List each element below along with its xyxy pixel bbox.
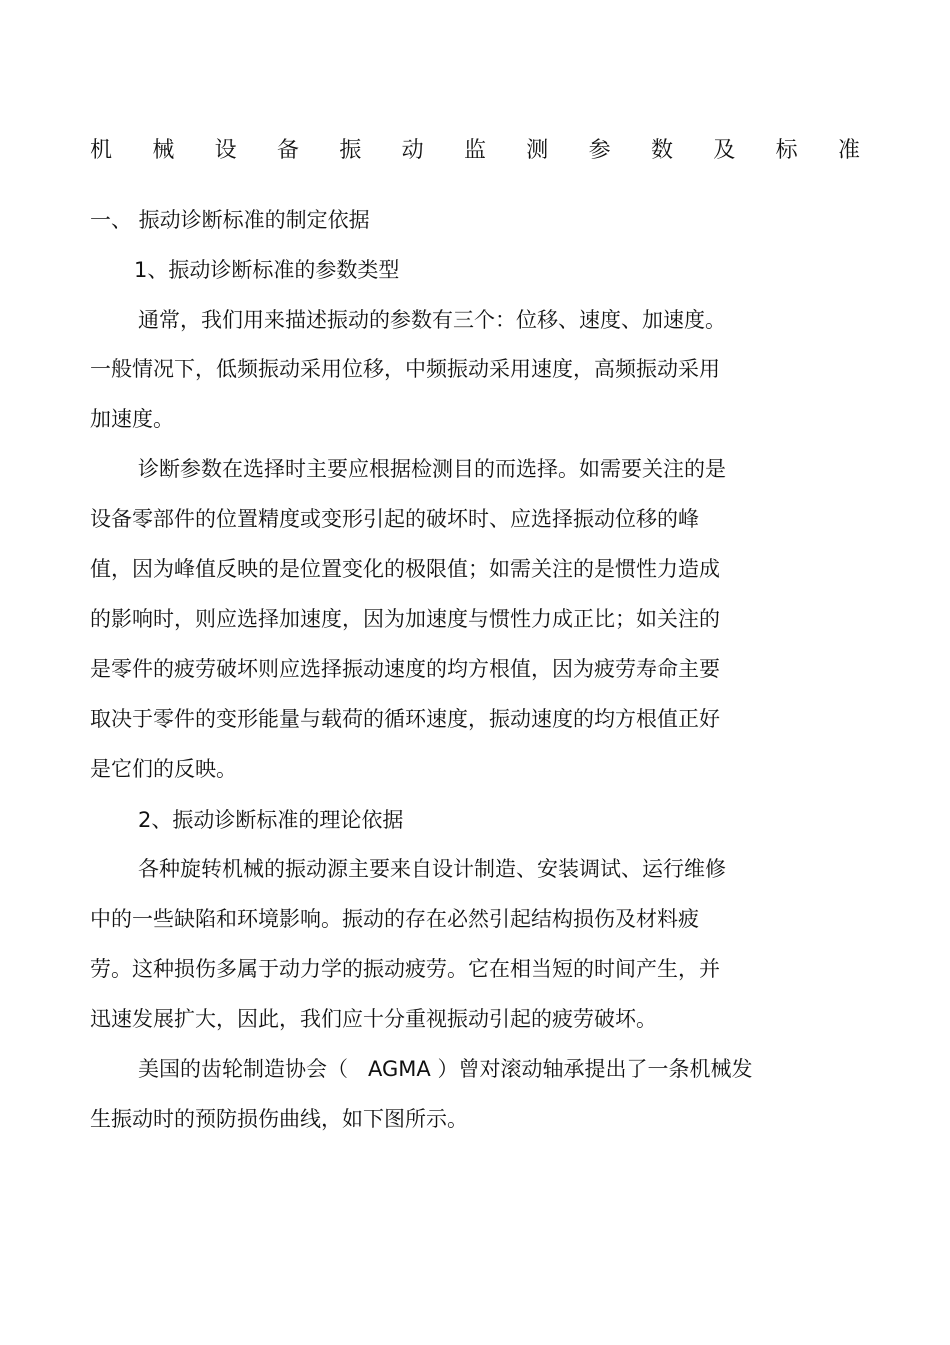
paragraph-line: 诊断参数在选择时主要应根据检测目的而选择。如需要关注的是	[138, 457, 726, 481]
paragraph-line: 的影响时，则应选择加速度，因为加速度与惯性力成正比；如关注的	[90, 607, 720, 631]
title-char: 标	[775, 138, 798, 163]
paragraph-line: 是它们的反映。	[90, 757, 237, 781]
title-char: 监	[463, 138, 486, 163]
paragraph-line: 生振动时的预防损伤曲线，如下图所示。	[90, 1107, 468, 1131]
paragraph-line: 各种旋转机械的振动源主要来自设计制造、安装调试、运行维修	[138, 857, 726, 881]
paragraph-line: 中的一些缺陷和环境影响。振动的存在必然引起结构损伤及材料疲	[90, 907, 699, 931]
title-char: 动	[401, 138, 424, 163]
paragraph-line: 一般情况下，低频振动采用位移，中频振动采用速度，高频振动采用	[90, 357, 720, 381]
section-heading: 一、 振动诊断标准的制定依据	[90, 208, 370, 232]
paragraph-line: 迅速发展扩大，因此，我们应十分重视振动引起的疲劳破坏。	[90, 1007, 657, 1031]
title-char: 备	[276, 138, 299, 163]
title-char: 振	[339, 138, 362, 163]
paragraph-line: 美国的齿轮制造协会（ AGMA ）曾对滚动轴承提出了一条机械发	[138, 1057, 753, 1081]
paragraph-line: 设备零部件的位置精度或变形引起的破坏时、应选择振动位移的峰	[90, 507, 699, 531]
title-char: 及	[713, 138, 736, 163]
title-char: 准	[837, 138, 860, 163]
title-char: 设	[214, 138, 237, 163]
paragraph-line: 加速度。	[90, 407, 174, 431]
paragraph-line: 是零件的疲劳破坏则应选择振动速度的均方根值，因为疲劳寿命主要	[90, 657, 720, 681]
title-char: 测	[526, 138, 549, 163]
paragraph-line: 劳。这种损伤多属于动力学的振动疲劳。它在相当短的时间产生，并	[90, 957, 720, 981]
paragraph-line: 取决于零件的变形能量与载荷的循环速度，振动速度的均方根值正好	[90, 707, 720, 731]
subsection-heading: 1、振动诊断标准的参数类型	[134, 258, 400, 282]
paragraph-line: 值，因为峰值反映的是位置变化的极限值；如需关注的是惯性力造成	[90, 557, 720, 581]
document-title	[90, 136, 860, 166]
title-char: 参	[588, 138, 611, 163]
subsection-heading: 2、振动诊断标准的理论依据	[138, 808, 404, 832]
title-char: 械	[152, 138, 175, 163]
paragraph-line: 通常，我们用来描述振动的参数有三个：位移、速度、加速度。	[138, 308, 726, 332]
title-char: 数	[650, 138, 673, 163]
title-char: 机	[90, 138, 113, 163]
